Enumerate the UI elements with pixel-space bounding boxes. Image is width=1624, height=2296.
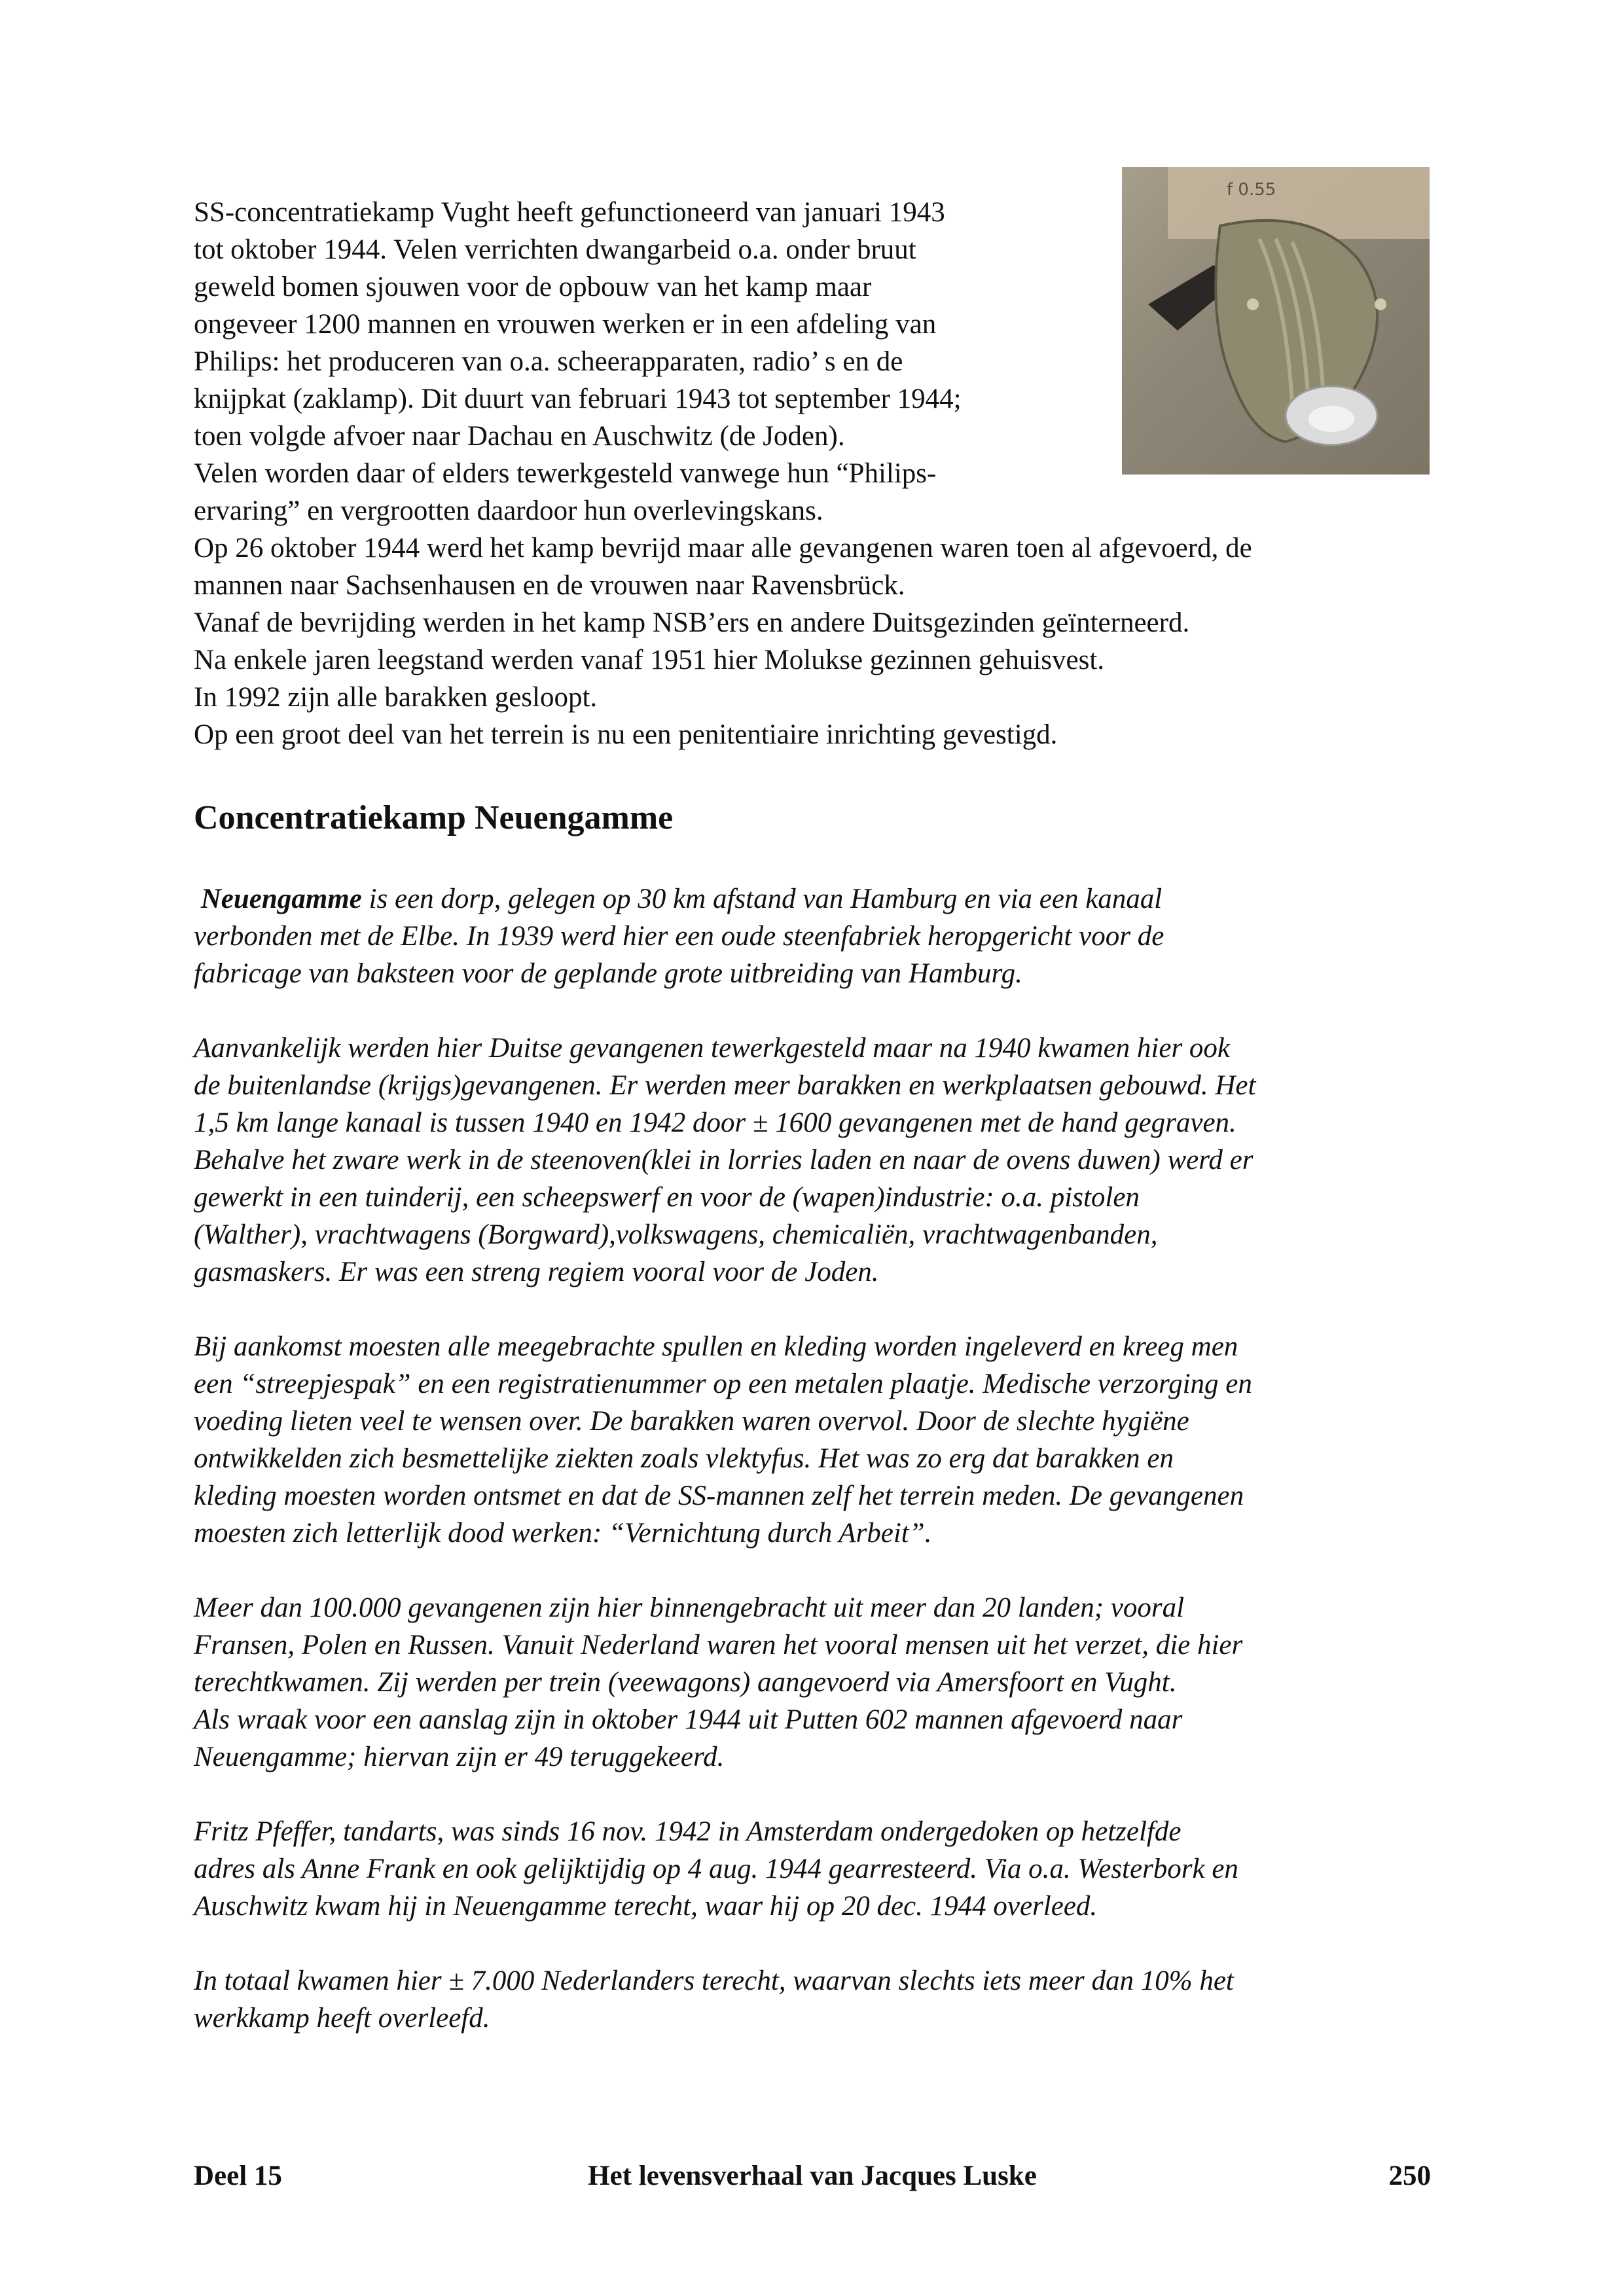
paragraph-line: de buitenlandse (krijgs)gevangenen. Er werden meer barakken en werkplaatsen gebouwd. Het [194, 1070, 1256, 1101]
paragraph-line: adres als Anne Frank en ook gelijktijdig op 4 aug. 1944 gearresteerd. Via o.a. Westerbork en [194, 1854, 1238, 1884]
paragraph-line: kleding moesten worden ontsmet en dat de SS-mannen zelf het terrein meden. De gevangenen [194, 1480, 1244, 1511]
neuengamme-text [194, 880, 1437, 2037]
paragraph-line: ontwikkelden zich besmettelijke ziekten zoals vlektyfus. Het was zo erg dat barakken en [194, 1443, 1174, 1474]
intro-line: geweld bomen sjouwen voor de opbouw van het kamp maar [194, 272, 872, 302]
intro-line: Velen worden daar of elders tewerkgesteld vanwege hun “Philips- [194, 458, 937, 489]
paragraph-line: gasmaskers. Er was een streng regiem vooral voor de Joden. [194, 1257, 879, 1287]
intro-line: ervaring” en vergrootten daardoor hun overlevingskans. [194, 495, 823, 526]
section-heading: Concentratiekamp Neuengamme [194, 799, 674, 836]
paragraph-line: 1,5 km lange kanaal is tussen 1940 en 1942 door ± 1600 gevangenen met de hand gegraven. [194, 1107, 1236, 1138]
paragraph-line: gewerkt in een tuinderij, een scheepswerf en voor de (wapen)industrie: o.a. pistolen [194, 1182, 1140, 1213]
paragraph-line-rest: is een dorp, gelegen op 30 km afstand van Hamburg en via een kanaal [361, 884, 1163, 914]
intro-line: ongeveer 1200 mannen en vrouwen werken er in een afdeling van [194, 309, 937, 340]
footer-title: Het levensverhaal van Jacques Luske [588, 2161, 1037, 2191]
footer-part: Deel 15 [194, 2161, 282, 2191]
bold-place-name: Neuengamme [200, 884, 362, 914]
paragraph-line: fabricage van baksteen voor de geplande grote uitbreiding van Hamburg. [194, 958, 1022, 989]
page-footer [194, 2160, 1431, 2199]
paragraph-line: een “streepjespak” en een registratienummer op een metalen plaatje. Medische verzorging en [194, 1369, 1252, 1399]
price-tag-text: f 0.55 [1227, 180, 1276, 200]
paragraph-line: verbonden met de Elbe. In 1939 werd hier een oude steenfabriek heropgericht voor de [194, 921, 1164, 952]
paragraph-line: In totaal kwamen hier ± 7.000 Nederlanders terecht, waarvan slechts iets meer dan 10% het [194, 1965, 1234, 1996]
paragraph-line: Meer dan 100.000 gevangenen zijn hier binnengebracht uit meer dan 20 landen; vooral [194, 1592, 1185, 1623]
intro-text [194, 194, 1437, 753]
paragraph-line: Auschwitz kwam hij in Neuengamme terecht, waar hij op 20 dec. 1944 overleed. [194, 1891, 1098, 1922]
paragraph-line: Bij aankomst moesten alle meegebrachte spullen en kleding worden ingeleverd en kreeg men [194, 1331, 1238, 1362]
page-number: 250 [1388, 2161, 1431, 2191]
paragraph-line: Fritz Pfeffer, tandarts, was sinds 16 nov. 1942 in Amsterdam ondergedoken op hetzelfde [194, 1816, 1182, 1847]
intro-line: SS-concentratiekamp Vught heeft gefunctioneerd van januari 1943 [194, 197, 945, 228]
paragraph-line [194, 880, 1437, 918]
intro-line: knijpkat (zaklamp). Dit duurt van februari 1943 tot september 1944; [194, 384, 962, 414]
paragraph-line: terechtkwamen. Zij werden per trein (veewagons) aangevoerd via Amersfoort en Vught. [194, 1667, 1177, 1698]
paragraph-line: Behalve het zware werk in de steenoven(klei in lorries laden en naar de ovens duwen) werd er [194, 1145, 1254, 1175]
paragraph-line: voeding lieten veel te wensen over. De barakken waren overvol. Door de slechte hygiëne [194, 1406, 1189, 1437]
paragraph-line: werkkamp heeft overleefd. [194, 2003, 490, 2034]
intro-line: In 1992 zijn alle barakken gesloopt. [194, 682, 598, 713]
paragraph-line: Aanvankelijk werden hier Duitse gevangenen tewerkgesteld maar na 1940 kwamen hier ook [194, 1033, 1231, 1064]
intro-line: mannen naar Sachsenhausen en de vrouwen naar Ravensbrück. [194, 570, 905, 601]
intro-line: Vanaf de bevrijding werden in het kamp NSB’ers en andere Duitsgezinden geïnterneerd. [194, 607, 1190, 638]
paragraph-line: moesten zich letterlijk dood werken: “Vernichtung durch Arbeit”. [194, 1518, 932, 1549]
intro-line: tot oktober 1944. Velen verrichten dwangarbeid o.a. onder bruut [194, 234, 916, 265]
paragraph-line: (Walther), vrachtwagens (Borgward),volkswagens, chemicaliën, vrachtwagenbanden, [194, 1219, 1158, 1250]
intro-line: Op een groot deel van het terrein is nu een penitentiaire inrichting gevestigd. [194, 719, 1058, 750]
intro-line: Philips: het produceren van o.a. scheerapparaten, radio’ s en de [194, 346, 903, 377]
intro-line: toen volgde afvoer naar Dachau en Auschwitz (de Joden). [194, 421, 845, 452]
intro-line: Na enkele jaren leegstand werden vanaf 1951 hier Molukse gezinnen gehuisvest. [194, 645, 1105, 675]
paragraph-line: Als wraak voor een aanslag zijn in oktober 1944 uit Putten 602 mannen afgevoerd naar [194, 1704, 1183, 1735]
intro-line: Op 26 oktober 1944 werd het kamp bevrijd maar alle gevangenen waren toen al afgevoerd, de [194, 533, 1252, 564]
paragraph-line: Neuengamme; hiervan zijn er 49 teruggekeerd. [194, 1742, 725, 1772]
paragraph-line: Fransen, Polen en Russen. Vanuit Nederland waren het vooral mensen uit het verzet, die hier [194, 1630, 1243, 1660]
